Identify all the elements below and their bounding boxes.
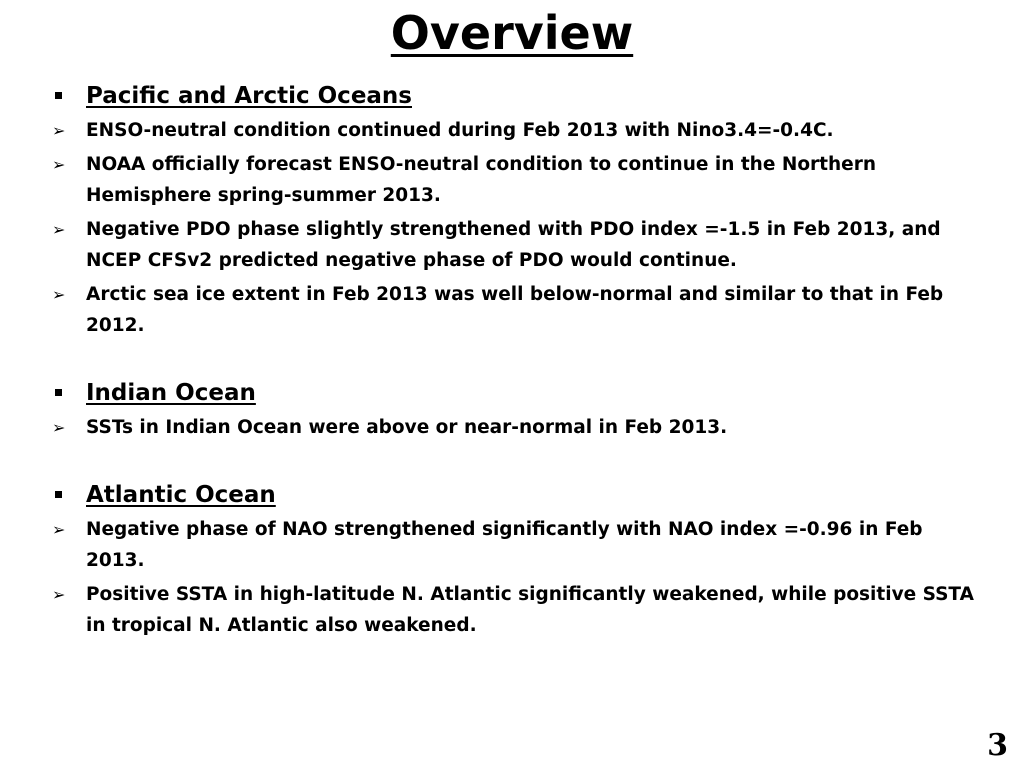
section-heading-pacific-arctic (52, 80, 982, 112)
arrow-bullet-icon: ➢ (52, 121, 66, 140)
list-item-text: SSTs in Indian Ocean were above or near-normal in Feb 2013. (86, 417, 728, 438)
arrow-bullet-icon: ➢ (52, 155, 66, 174)
square-bullet-icon (55, 491, 62, 498)
section-spacer (52, 341, 982, 377)
list-item (52, 412, 982, 443)
list-item (52, 214, 982, 276)
arrow-bullet-icon: ➢ (52, 520, 66, 539)
section-heading-label: Atlantic Ocean (86, 482, 276, 508)
list-item-text: Arctic sea ice extent in Feb 2013 was well below-normal and similar to that in Feb 2012. (86, 284, 944, 336)
arrow-bullet-icon: ➢ (52, 418, 66, 437)
list-item (52, 115, 982, 146)
list-item-text: Positive SSTA in high-latitude N. Atlantic significantly weakened, while positive SSTA in tropical N. Atlantic also weakened. (86, 584, 974, 636)
square-bullet-icon (55, 92, 62, 99)
section-heading-label: Indian Ocean (86, 380, 256, 406)
list-item-text: NOAA officially forecast ENSO-neutral condition to continue in the Northern Hemisphere spring-summer 2013. (86, 154, 877, 206)
arrow-bullet-icon: ➢ (52, 285, 66, 304)
page-title: Overview (390, 6, 634, 60)
list-item-text: Negative phase of NAO strengthened significantly with NAO index =-0.96 in Feb 2013. (86, 519, 923, 571)
arrow-bullet-icon: ➢ (52, 585, 66, 604)
slide-content (52, 80, 982, 641)
list-item (52, 514, 982, 576)
list-item (52, 579, 982, 641)
section-heading-atlantic (52, 479, 982, 511)
section-heading-indian (52, 377, 982, 409)
square-bullet-icon (55, 389, 62, 396)
list-item (52, 279, 982, 341)
list-item (52, 149, 982, 211)
arrow-bullet-icon: ➢ (52, 220, 66, 239)
section-spacer (52, 443, 982, 479)
page-number: 3 (987, 728, 1008, 763)
list-item-text: Negative PDO phase slightly strengthened with PDO index =-1.5 in Feb 2013, and NCEP CFSv2 predicted negative phase of PDO would continue. (86, 219, 941, 271)
section-heading-label: Pacific and Arctic Oceans (86, 83, 412, 109)
list-item-text: ENSO-neutral condition continued during Feb 2013 with Nino3.4=-0.4C. (86, 120, 834, 141)
